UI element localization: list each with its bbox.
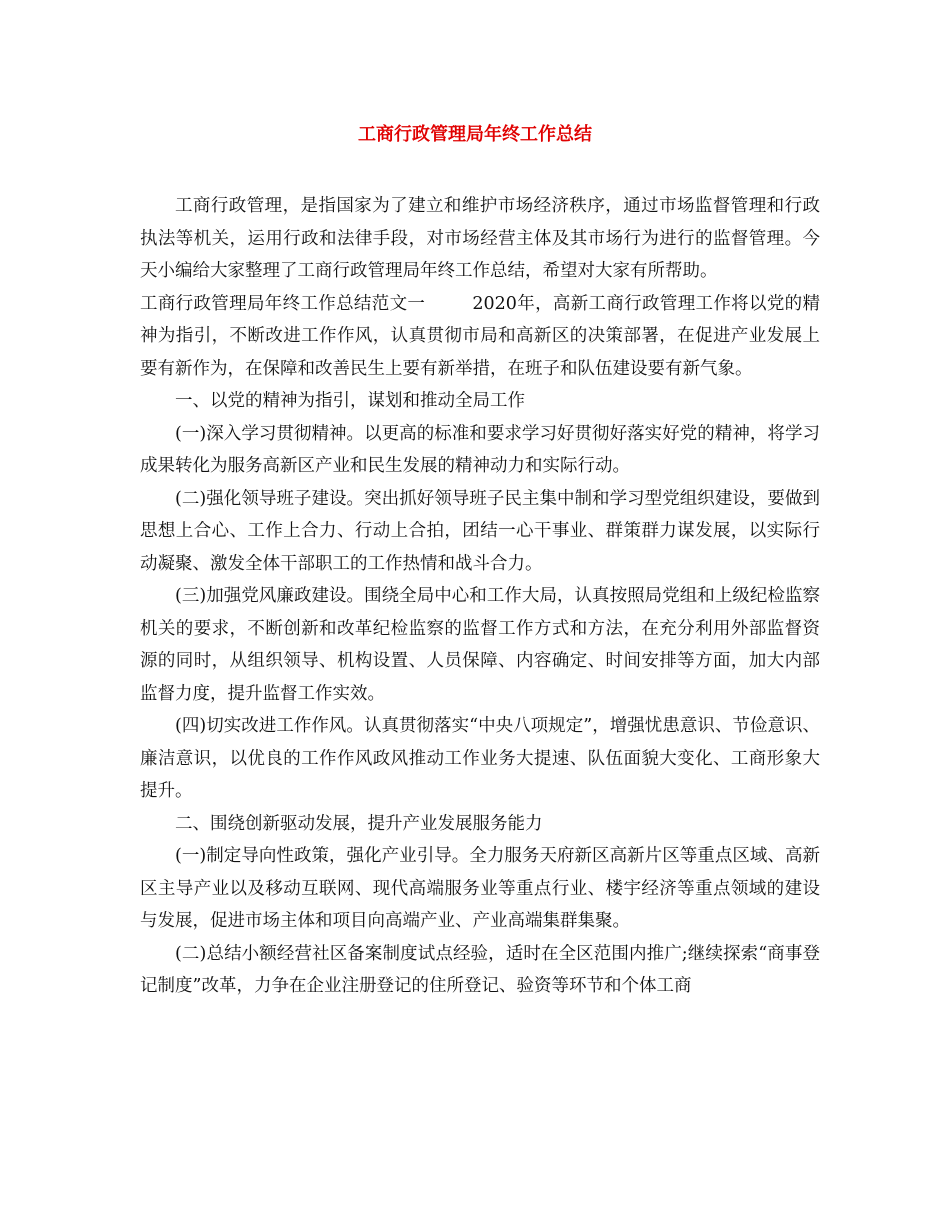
- section1-item-1: (一)深入学习贯彻精神。以更高的标准和要求学习好贯彻好落实好党的精神，将学习成果转化为服务高新区产业和民生发展的精神动力和实际行动。: [140, 423, 820, 476]
- section2-item-1: (一)制定导向性政策，强化产业引导。全力服务天府新区高新片区等重点区域、高新区主导产业以及移动互联网、现代高端服务业等重点行业、楼宇经济等重点领域的建设与发展，促进市场主体和项目向高端产业、产业高端集群集聚。: [140, 846, 820, 931]
- section1-item-2: (二)强化领导班子建设。突出抓好领导班子民主集中制和学习型党组织建设，要做到思想上合心、工作上合力、行动上合拍，团结一心干事业、群策群力谋发展，以实际行动凝聚、激发全体干部职工的工作热情和战斗合力。: [140, 488, 820, 574]
- document-title: 工商行政管理局年终工作总结: [358, 124, 592, 145]
- section2-item-2: (二)总结小额经营社区备案制度试点经验，适时在全区范围内推广;继续探索“商事登记制度”改革，力争在企业注册登记的住所登记、验资等环节和个体工商: [140, 943, 820, 996]
- section-heading-1: 一、以党的精神为指引，谋划和推动全局工作: [175, 391, 525, 411]
- section-heading-2: 二、围绕创新驱动发展，提升产业发展服务能力: [175, 813, 543, 834]
- sample-intro-paragraph: 工商行政管理局年终工作总结范文一 2020年，高新工商行政管理工作将以党的精神为指引，不断改进工作作风，认真贯彻市局和高新区的决策部署，在促进产业发展上要有新作为，在保障和改善民生上要有新举措，在班子和队伍建设要有新气象。: [140, 293, 820, 379]
- section1-item-3: (三)加强党风廉政建设。围绕全局中心和工作大局，认真按照局党组和上级纪检监察机关的要求，不断创新和改革纪检监察的监督工作方式和方法，在充分利用外部监督资源的同时，从组织领导、机构设置、人员保障、内容确定、时间安排等方面，加大内部监督力度，提升监督工作实效。: [140, 586, 820, 704]
- intro-paragraph: 工商行政管理，是指国家为了建立和维护市场经济秩序，通过市场监督管理和行政执法等机关，运用行政和法律手段，对市场经营主体及其市场行为进行的监督管理。今天小编给大家整理了工商行政管理局年终工作总结，希望对大家有所帮助。: [140, 196, 820, 281]
- section1-item-4: (四)切实改进工作作风。认真贯彻落实“中央八项规定”，增强忧患意识、节俭意识、廉洁意识，以优良的工作作风政风推动工作业务大提速、队伍面貌大变化、工商形象大提升。: [140, 716, 820, 801]
- document-body: [140, 190, 820, 1003]
